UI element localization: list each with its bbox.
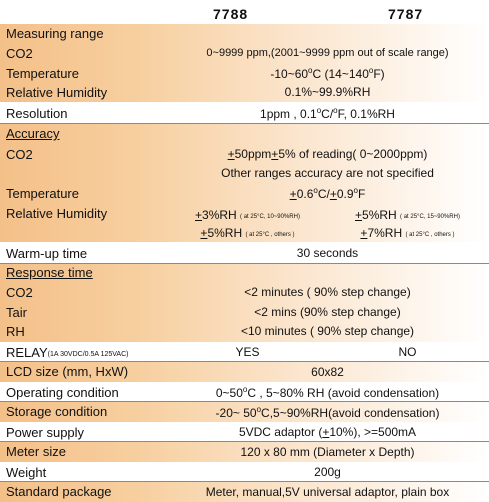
resp-rh-label: RH xyxy=(6,324,25,339)
acc-co2-label: CO2 xyxy=(6,147,33,162)
weight-label: Weight xyxy=(6,465,47,480)
acc-rh-label: Relative Humidity xyxy=(6,206,108,221)
weight-value: 200g xyxy=(314,465,341,479)
mr-temperature-label: Temperature xyxy=(6,66,79,81)
acc-rh-7788-primary: +3%RH ( at 25°C, 10~90%RH) xyxy=(195,208,300,222)
power-supply-value: 5VDC adaptor (+10%), >=500mA xyxy=(238,425,417,439)
resolution-value: 1ppm , 0.1$^o$C/$^o$F, 0.1%RH xyxy=(260,106,395,121)
standard-package-label: Standard package xyxy=(6,484,112,499)
acc-temperature-label: Temperature xyxy=(6,186,79,201)
acc-rh-7787-primary: +5%RH ( at 25°C, 15~90%RH) xyxy=(355,208,460,222)
acc-rh-7788-others: +5%RH ( at 25°C , others ) xyxy=(200,226,295,240)
storage-condition-row xyxy=(0,402,489,422)
mr-temperature-value: -10~60$^o$C (14~140$^o$F) xyxy=(270,66,385,81)
meter-size-label: Meter size xyxy=(6,444,66,459)
power-supply-label: Power supply xyxy=(6,425,85,440)
standard-package-value: Meter, manual,5V universal adaptor, plain box xyxy=(205,485,450,499)
mr-co2-label: CO2 xyxy=(6,46,33,61)
response-time-title: Response time xyxy=(6,265,93,280)
accuracy-title: Accuracy xyxy=(6,126,60,141)
power-supply-row xyxy=(0,422,489,442)
lcd-size-label: LCD size (mm, HxW) xyxy=(6,364,129,379)
acc-rh-7787-others: +7%RH ( at 25°C , others ) xyxy=(360,226,455,240)
resp-co2-value: <2 minutes ( 90% step change) xyxy=(244,285,411,299)
mr-co2-value: 0~9999 ppm,(2001~9999 ppm out of scale range) xyxy=(206,47,449,59)
model-7787-header: 7787 xyxy=(388,6,424,22)
warmup-row xyxy=(0,242,489,264)
response-time-block xyxy=(0,264,489,342)
lcd-size-row xyxy=(0,362,489,382)
resolution-label: Resolution xyxy=(6,106,68,121)
operating-condition-row xyxy=(0,382,489,402)
measuring-range-block xyxy=(0,24,489,102)
model-7788-header: 7788 xyxy=(213,6,249,22)
storage-condition-value: -20~ 50$^o$C,5~90%RH(avoid condensation) xyxy=(215,405,440,420)
resolution-row xyxy=(0,102,489,124)
relay-7787-value: NO xyxy=(398,345,417,359)
operating-condition-label: Operating condition xyxy=(6,385,119,400)
mr-rh-label: Relative Humidity xyxy=(6,85,108,100)
mr-rh-value: 0.1%~99.9%RH xyxy=(284,85,371,99)
acc-temperature-value: $+0.6^oC/+0.9^oF$ xyxy=(289,186,366,201)
relay-7788-value: YES xyxy=(235,345,260,359)
resp-tair-label: Tair xyxy=(6,305,27,320)
storage-condition-label: Storage condition xyxy=(6,404,108,419)
operating-condition-value: 0~50$^o$C , 5~80% RH (avoid condensation) xyxy=(215,385,440,400)
meter-size-row xyxy=(0,442,489,462)
standard-package-row xyxy=(0,482,489,502)
warmup-label: Warm-up time xyxy=(6,246,88,261)
weight-row xyxy=(0,462,489,482)
relay-label: RELAY(1A 30VDC/0.5A 125VAC) xyxy=(6,345,129,360)
lcd-size-value: 60x82 xyxy=(311,365,344,379)
warmup-value: 30 seconds xyxy=(296,246,359,260)
resp-rh-value: <10 minutes ( 90% step change) xyxy=(240,324,415,338)
resp-tair-value: <2 mins (90% step change) xyxy=(254,305,401,319)
acc-co2-note: Other ranges accuracy are not specified xyxy=(221,166,434,180)
measuring-range-title: Measuring range xyxy=(6,26,104,41)
accuracy-block xyxy=(0,124,489,242)
resp-co2-label: CO2 xyxy=(6,285,33,300)
relay-row xyxy=(0,342,489,362)
meter-size-value: 120 x 80 mm (Diameter x Depth) xyxy=(240,445,415,459)
acc-co2-value: +50ppm+5% of reading( 0~2000ppm) xyxy=(227,147,428,161)
